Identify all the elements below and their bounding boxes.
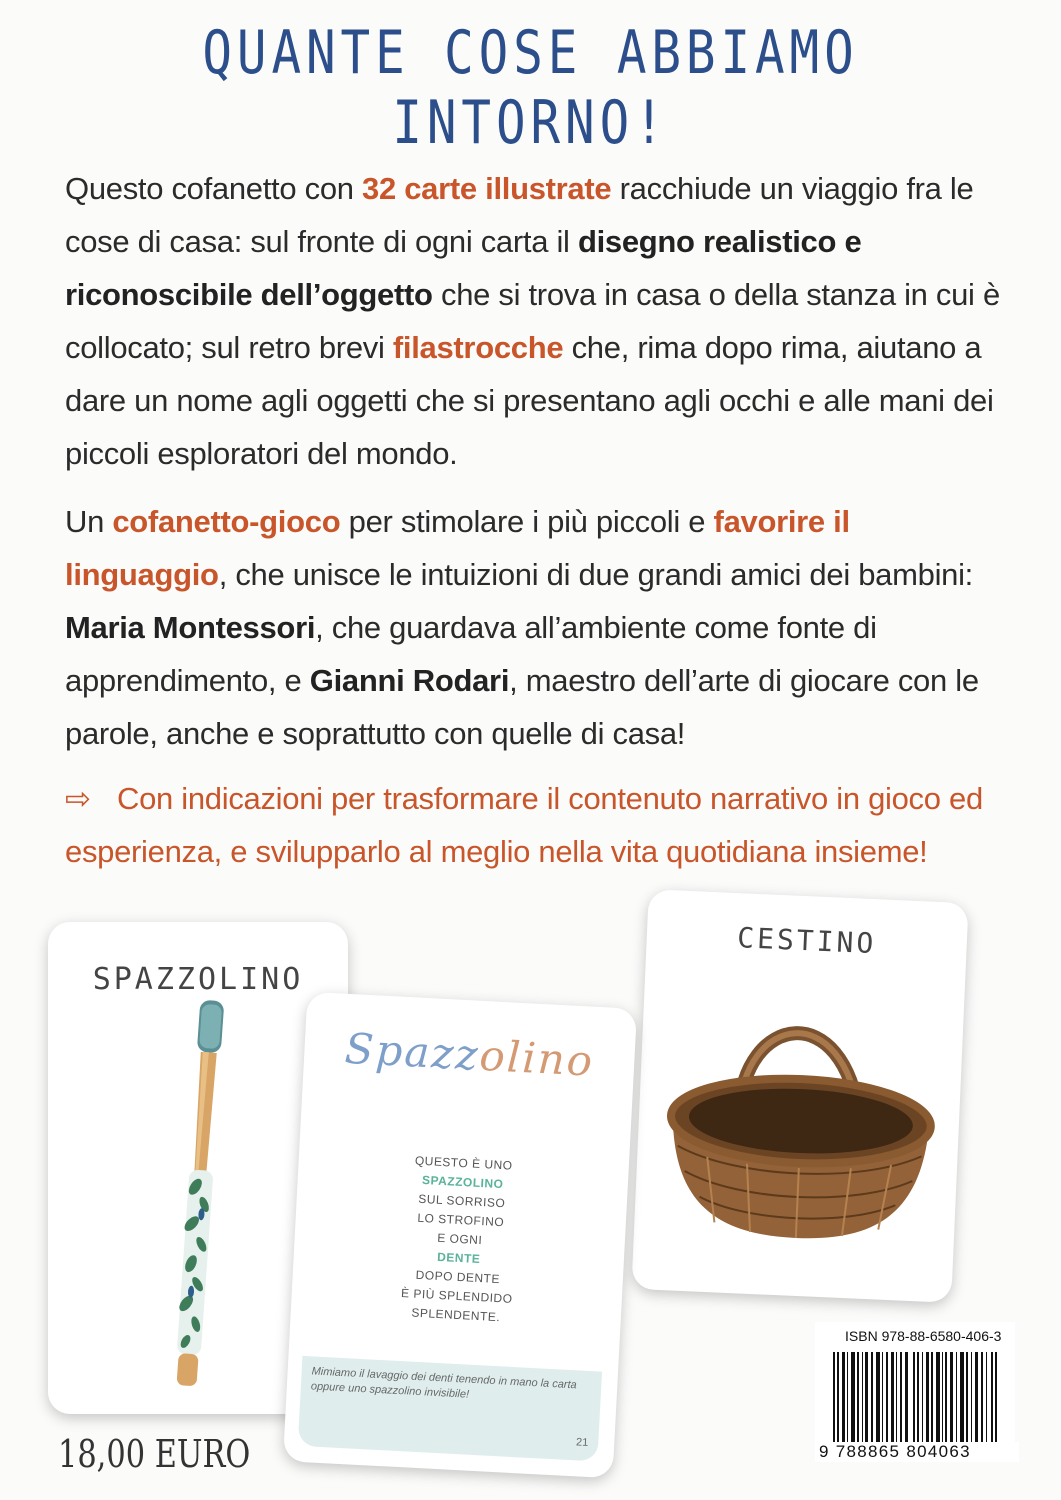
- game-text-4: , che guardava all’ambiente come fonte di apprendimento, e: [65, 610, 877, 698]
- game-text-1: Un: [65, 504, 113, 539]
- intro-bold-drawing: disegno realistico e riconoscibile dell’oggetto: [65, 224, 862, 312]
- toothbrush-illustration: [163, 992, 233, 1402]
- poem-line: È PIÙ SPLENDIDO: [400, 1286, 513, 1306]
- poem-line-part: E OGNI: [436, 1230, 483, 1248]
- basket-illustration: [653, 970, 950, 1262]
- card-rhyme: [283, 992, 637, 1479]
- game-paragraph: [65, 495, 1005, 760]
- intro-text-3: che si trova in casa o della stanza in cui è collocato; sul retro brevi: [65, 277, 1000, 365]
- game-text-2: per stimolare i più piccoli e: [340, 504, 714, 539]
- intro-paragraph: [65, 162, 1005, 480]
- activity-note: Mimiamo il lavaggio dei denti tenendo in mano la carta oppure uno spazzolino invisibile!: [298, 1356, 602, 1462]
- page-number: 21: [575, 1436, 589, 1449]
- intro-highlight-rhymes: filastrocche: [392, 330, 564, 365]
- isbn-label: ISBN 978-88-6580-406-3: [845, 1328, 1002, 1344]
- poem-line: DOPO DENTE: [415, 1267, 501, 1287]
- barcode-digits: 9 788865 804063: [819, 1442, 1019, 1462]
- intro-text-1: Questo cofanetto con: [65, 171, 363, 206]
- card-toothbrush-label: SPAZZOLINO: [92, 962, 304, 997]
- poem-line-highlight: SPAZZOLINO: [421, 1172, 504, 1192]
- game-text-5: , maestro dell’arte di giocare con le parole, anche e soprattutto con quelle di casa!: [65, 663, 979, 751]
- page-title: QUANTE COSE ABBIAMO INTORNO!: [202, 18, 859, 158]
- poem-line: QUESTO È UNO: [414, 1153, 513, 1173]
- game-bold-montessori: Maria Montessori: [65, 610, 316, 645]
- intro-text-4: che, rima dopo rima, aiutano a dare un nome agli oggetti che si presentano agli occhi e alle mani dei piccoli esploratori del mondo.: [65, 330, 994, 471]
- poem-word-highlight: DENTE: [436, 1249, 481, 1267]
- poem-line: SPLENDENTE.: [411, 1305, 501, 1325]
- game-highlight-box: cofanetto-gioco: [112, 504, 341, 539]
- card-basket: [631, 889, 968, 1303]
- game-highlight-language: favorire il linguaggio: [65, 504, 850, 592]
- card-basket-label: CESTINO: [736, 921, 877, 961]
- price-label: 18,00 EURO: [58, 1432, 251, 1476]
- arrow-right-icon: ⇨: [65, 781, 91, 816]
- poem-line: SUL SORRISO: [417, 1191, 506, 1211]
- instructions-text: Con indicazioni per trasformare il contenuto narrativo in gioco ed esperienza, e svilupparlo al meglio nella vita quotidiana insieme!: [65, 781, 983, 869]
- rhyme-poem: [291, 1145, 629, 1333]
- card-rhyme-title-a: Spazz: [343, 1023, 481, 1080]
- card-rhyme-title: [323, 1023, 615, 1087]
- intro-highlight-cards: 32 carte illustrate: [362, 171, 612, 206]
- game-bold-rodari: Gianni Rodari: [309, 663, 510, 698]
- barcode-area: [815, 1322, 1015, 1462]
- instructions-paragraph: [65, 772, 1005, 878]
- card-rhyme-title-b: olino: [478, 1030, 596, 1086]
- game-text-3: , che unisce le intuizioni di due grandi amici dei bambini:: [218, 557, 973, 592]
- intro-text-2: racchiude un viaggio fra le cose di casa: sul fronte di ogni carta il: [65, 171, 974, 259]
- poem-line: LO STROFINO: [417, 1210, 505, 1230]
